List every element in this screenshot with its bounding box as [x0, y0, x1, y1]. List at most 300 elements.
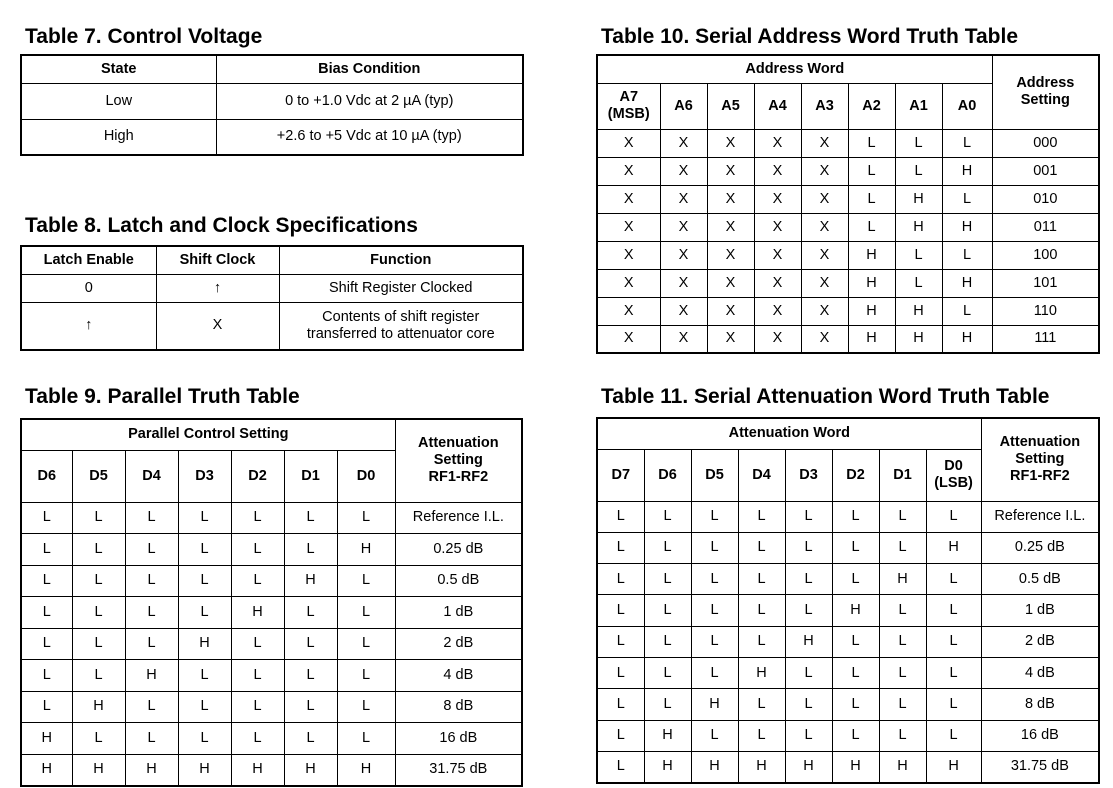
table-cell: H — [72, 691, 125, 723]
table-cell: 31.75 dB — [981, 751, 1099, 782]
table-cell: L — [832, 657, 879, 688]
table-cell: L — [785, 501, 832, 532]
table-cell: 111 — [992, 325, 1099, 353]
table-cell: L — [832, 532, 879, 563]
table-cell: X — [597, 269, 660, 297]
table-cell: X — [754, 325, 801, 353]
table8-col-header: Shift Clock — [156, 246, 279, 274]
table-row — [597, 626, 1099, 657]
table-cell: H — [21, 723, 72, 755]
table-cell: H — [895, 213, 942, 241]
table-cell: L — [337, 691, 395, 723]
table-cell: L — [738, 689, 785, 720]
table10-group-row — [597, 55, 1099, 83]
table11-col-header: D6 — [644, 449, 691, 501]
table-cell: L — [926, 564, 981, 595]
table11-title: Table 11. Serial Attenuation Word Truth Table — [601, 385, 1050, 408]
table-cell: L — [785, 689, 832, 720]
table-row — [597, 297, 1099, 325]
table-row — [21, 660, 522, 692]
table-cell: X — [754, 185, 801, 213]
table-cell: X — [597, 297, 660, 325]
table-cell: X — [801, 241, 848, 269]
table-cell: X — [597, 185, 660, 213]
table-cell: L — [125, 723, 178, 755]
table-cell: X — [660, 325, 707, 353]
table-cell: L — [178, 534, 231, 566]
table-cell: L — [597, 595, 644, 626]
table-row — [597, 532, 1099, 563]
table-cell: X — [660, 129, 707, 157]
table-cell: X — [707, 213, 754, 241]
table-cell: H — [879, 751, 926, 782]
table-cell: L — [942, 241, 992, 269]
table-cell: L — [738, 564, 785, 595]
table-cell: H — [895, 185, 942, 213]
table-cell: L — [895, 129, 942, 157]
table-cell: 000 — [992, 129, 1099, 157]
table-cell: L — [597, 501, 644, 532]
table10 — [596, 54, 1100, 354]
table-cell: L — [832, 564, 879, 595]
table9-group-header: Parallel Control Setting — [21, 419, 395, 450]
table-cell: L — [738, 532, 785, 563]
table-row — [21, 565, 522, 597]
table-cell: L — [21, 691, 72, 723]
table-cell: Shift Register Clocked — [279, 274, 523, 302]
table11-col-header: D4 — [738, 449, 785, 501]
table-cell: +2.6 to +5 Vdc at 10 µA (typ) — [216, 119, 523, 155]
table-cell: L — [848, 185, 895, 213]
table8-col-header: Latch Enable — [21, 246, 156, 274]
table-cell: L — [895, 241, 942, 269]
table-cell: L — [785, 595, 832, 626]
table-cell: Reference I.L. — [981, 501, 1099, 532]
table-cell: 0.25 dB — [981, 532, 1099, 563]
table11-col-header: D2 — [832, 449, 879, 501]
table-cell: L — [879, 501, 926, 532]
table-cell: 4 dB — [981, 657, 1099, 688]
table-cell: L — [178, 691, 231, 723]
table-row — [21, 302, 523, 350]
table-cell: L — [691, 720, 738, 751]
table-cell: X — [754, 269, 801, 297]
table-cell: L — [942, 185, 992, 213]
table-row — [597, 720, 1099, 751]
table-cell: L — [926, 501, 981, 532]
table-cell: 001 — [992, 157, 1099, 185]
table-cell: X — [707, 185, 754, 213]
table-cell: L — [832, 501, 879, 532]
table-cell: L — [231, 534, 284, 566]
table-cell: L — [644, 595, 691, 626]
table10-result-header: Address Setting — [992, 55, 1099, 129]
table-cell: L — [21, 660, 72, 692]
table-cell: L — [926, 720, 981, 751]
table-cell: L — [738, 626, 785, 657]
table-cell: H — [284, 565, 337, 597]
table-cell: H — [178, 628, 231, 660]
table-cell: H — [942, 213, 992, 241]
table-cell: L — [125, 628, 178, 660]
table-cell: L — [879, 720, 926, 751]
table9 — [20, 418, 523, 787]
table-row — [21, 723, 522, 755]
table-cell: H — [848, 269, 895, 297]
table-row — [597, 501, 1099, 532]
table8-header-row — [21, 246, 523, 274]
table-cell: L — [879, 595, 926, 626]
table-cell: X — [707, 325, 754, 353]
table-cell: L — [337, 565, 395, 597]
table11-col-header: D5 — [691, 449, 738, 501]
table10-col-header: A4 — [754, 83, 801, 129]
table7-title: Table 7. Control Voltage — [25, 25, 263, 48]
table-cell: L — [21, 628, 72, 660]
table-cell: ↑ — [21, 302, 156, 350]
table-cell: L — [125, 691, 178, 723]
table-cell: H — [644, 720, 691, 751]
table-cell: L — [231, 660, 284, 692]
table9-col-header: D1 — [284, 450, 337, 502]
table-cell: H — [178, 754, 231, 786]
table-row — [21, 691, 522, 723]
table-cell: L — [691, 564, 738, 595]
table-cell: X — [707, 269, 754, 297]
table-cell: 010 — [992, 185, 1099, 213]
table-cell: Low — [21, 83, 216, 119]
table-cell: X — [707, 241, 754, 269]
table-cell: H — [895, 325, 942, 353]
table-cell: L — [785, 657, 832, 688]
table-cell: L — [284, 502, 337, 534]
table10-col-header: A0 — [942, 83, 992, 129]
table-cell: L — [691, 501, 738, 532]
table-cell: 2 dB — [395, 628, 522, 660]
table11 — [596, 417, 1100, 784]
table-cell: X — [707, 297, 754, 325]
table-cell: X — [801, 213, 848, 241]
table-cell: L — [21, 597, 72, 629]
table-cell: L — [879, 532, 926, 563]
table-cell: X — [597, 213, 660, 241]
table-row — [21, 83, 523, 119]
table10-col-header: A7 (MSB) — [597, 83, 660, 129]
table-cell: L — [597, 564, 644, 595]
table-cell: H — [942, 157, 992, 185]
table-cell: L — [691, 532, 738, 563]
table-cell: X — [660, 157, 707, 185]
table-cell: High — [21, 119, 216, 155]
table-cell: L — [21, 534, 72, 566]
table8-col-header: Function — [279, 246, 523, 274]
table10-col-header: A2 — [848, 83, 895, 129]
table-cell: L — [785, 720, 832, 751]
table-cell: X — [754, 213, 801, 241]
table-cell: 8 dB — [395, 691, 522, 723]
table-cell: L — [72, 565, 125, 597]
table-cell: X — [597, 157, 660, 185]
table-row — [21, 597, 522, 629]
table-cell: H — [738, 657, 785, 688]
table-cell: L — [785, 564, 832, 595]
table-cell: X — [597, 325, 660, 353]
table-cell: 1 dB — [981, 595, 1099, 626]
table7-col-header: State — [21, 55, 216, 83]
table-cell: L — [597, 751, 644, 782]
table-cell: Contents of shift register transferred to attenuator core — [279, 302, 523, 350]
table-row — [597, 269, 1099, 297]
table-cell: H — [125, 754, 178, 786]
table-cell: L — [832, 689, 879, 720]
table-cell: L — [178, 660, 231, 692]
table-cell: L — [926, 595, 981, 626]
table-cell: H — [942, 269, 992, 297]
table-cell: L — [644, 626, 691, 657]
table9-col-header: D0 — [337, 450, 395, 502]
table-cell: L — [284, 628, 337, 660]
table-cell: L — [597, 626, 644, 657]
table-cell: H — [21, 754, 72, 786]
table9-col-header: D6 — [21, 450, 72, 502]
table-cell: L — [21, 565, 72, 597]
table-cell: L — [337, 597, 395, 629]
table-cell: H — [895, 297, 942, 325]
table-cell: X — [660, 213, 707, 241]
table-row — [597, 213, 1099, 241]
table7 — [20, 54, 524, 156]
table-cell: L — [72, 660, 125, 692]
table-cell: 0.25 dB — [395, 534, 522, 566]
table-cell: H — [231, 754, 284, 786]
table-cell: L — [832, 626, 879, 657]
table9-group-row — [21, 419, 522, 450]
table-cell: L — [832, 720, 879, 751]
table-cell: H — [942, 325, 992, 353]
table-cell: L — [72, 628, 125, 660]
table-cell: 100 — [992, 241, 1099, 269]
table-cell: H — [926, 751, 981, 782]
table11-group-row — [597, 418, 1099, 449]
table10-col-header: A3 — [801, 83, 848, 129]
table10-title: Table 10. Serial Address Word Truth Table — [601, 25, 1018, 48]
table-row — [597, 185, 1099, 213]
table-cell: X — [801, 185, 848, 213]
table8 — [20, 245, 524, 351]
table-cell: L — [785, 532, 832, 563]
table-cell: 4 dB — [395, 660, 522, 692]
table-cell: H — [337, 754, 395, 786]
table-cell: L — [644, 532, 691, 563]
table-cell: L — [178, 565, 231, 597]
table-cell: 011 — [992, 213, 1099, 241]
table-cell: L — [738, 720, 785, 751]
table-cell: L — [926, 657, 981, 688]
table-cell: L — [848, 157, 895, 185]
table-cell: L — [848, 129, 895, 157]
table-cell: X — [801, 325, 848, 353]
table-cell: X — [754, 157, 801, 185]
table-cell: 31.75 dB — [395, 754, 522, 786]
table-row — [597, 129, 1099, 157]
table-cell: X — [660, 269, 707, 297]
table11-col-header: D1 — [879, 449, 926, 501]
table-cell: L — [597, 532, 644, 563]
table-cell: H — [785, 751, 832, 782]
table-cell: L — [72, 723, 125, 755]
table-cell: H — [691, 689, 738, 720]
table-cell: 16 dB — [981, 720, 1099, 751]
table-cell: H — [644, 751, 691, 782]
table-cell: L — [337, 723, 395, 755]
table-cell: L — [879, 657, 926, 688]
table-cell: L — [926, 689, 981, 720]
table-row — [597, 241, 1099, 269]
table-cell: L — [231, 628, 284, 660]
table-cell: L — [691, 595, 738, 626]
table-cell: L — [72, 502, 125, 534]
table-cell: H — [926, 532, 981, 563]
table-cell: X — [156, 302, 279, 350]
table-cell: L — [284, 660, 337, 692]
table-cell: X — [707, 157, 754, 185]
table11-col-header: D0 (LSB) — [926, 449, 981, 501]
table9-title: Table 9. Parallel Truth Table — [25, 385, 300, 408]
table-cell: H — [72, 754, 125, 786]
table-row — [21, 534, 522, 566]
table-cell: L — [337, 660, 395, 692]
table-cell: L — [644, 564, 691, 595]
table11-group-header: Attenuation Word — [597, 418, 981, 449]
table-cell: L — [125, 565, 178, 597]
table-cell: X — [801, 297, 848, 325]
table-cell: L — [125, 502, 178, 534]
table9-result-header: Attenuation Setting RF1-RF2 — [395, 419, 522, 502]
table-cell: L — [231, 691, 284, 723]
table-cell: L — [231, 565, 284, 597]
table-cell: Reference I.L. — [395, 502, 522, 534]
table-cell: L — [597, 657, 644, 688]
table-cell: L — [231, 502, 284, 534]
table-row — [21, 628, 522, 660]
table-cell: H — [337, 534, 395, 566]
table-cell: H — [231, 597, 284, 629]
table9-col-header: D3 — [178, 450, 231, 502]
table-cell: H — [738, 751, 785, 782]
table-row — [21, 274, 523, 302]
table9-col-header: D2 — [231, 450, 284, 502]
table-cell: L — [597, 720, 644, 751]
table10-col-header: A1 — [895, 83, 942, 129]
table-cell: L — [284, 723, 337, 755]
table-cell: L — [879, 689, 926, 720]
table-cell: 0 to +1.0 Vdc at 2 µA (typ) — [216, 83, 523, 119]
table-cell: L — [72, 534, 125, 566]
table-cell: L — [926, 626, 981, 657]
table-cell: L — [738, 501, 785, 532]
table-cell: H — [848, 325, 895, 353]
table-cell: L — [848, 213, 895, 241]
table-cell: X — [754, 297, 801, 325]
table-cell: 8 dB — [981, 689, 1099, 720]
table-cell: 101 — [992, 269, 1099, 297]
table10-col-header: A6 — [660, 83, 707, 129]
table9-col-header: D5 — [72, 450, 125, 502]
table-row — [597, 657, 1099, 688]
table10-col-header: A5 — [707, 83, 754, 129]
table-cell: L — [125, 597, 178, 629]
table-cell: X — [754, 129, 801, 157]
table-cell: X — [597, 129, 660, 157]
table-cell: L — [125, 534, 178, 566]
table-cell: L — [942, 129, 992, 157]
table10-group-header: Address Word — [597, 55, 992, 83]
table-row — [597, 595, 1099, 626]
table-cell: 2 dB — [981, 626, 1099, 657]
table-row — [597, 157, 1099, 185]
table-cell: L — [895, 157, 942, 185]
table-cell: H — [691, 751, 738, 782]
table11-col-header: D3 — [785, 449, 832, 501]
table-cell: L — [284, 597, 337, 629]
table-cell: H — [832, 751, 879, 782]
table-cell: H — [848, 241, 895, 269]
table-row — [21, 502, 522, 534]
table-cell: ↑ — [156, 274, 279, 302]
table-cell: X — [801, 269, 848, 297]
table-cell: X — [707, 129, 754, 157]
table-cell: L — [691, 657, 738, 688]
table-cell: H — [284, 754, 337, 786]
table-cell: L — [691, 626, 738, 657]
table11-result-header: Attenuation Setting RF1-RF2 — [981, 418, 1099, 501]
table-cell: L — [738, 595, 785, 626]
table-cell: X — [597, 241, 660, 269]
table-cell: H — [125, 660, 178, 692]
table-cell: L — [178, 502, 231, 534]
table-cell: L — [284, 534, 337, 566]
table-cell: H — [785, 626, 832, 657]
table-cell: L — [942, 297, 992, 325]
table-cell: 16 dB — [395, 723, 522, 755]
table-cell: 0.5 dB — [981, 564, 1099, 595]
table-cell: L — [879, 626, 926, 657]
table-cell: L — [178, 723, 231, 755]
table-row — [597, 751, 1099, 782]
table-cell: X — [801, 157, 848, 185]
table-row — [597, 325, 1099, 353]
table-cell: L — [644, 689, 691, 720]
table-cell: 0 — [21, 274, 156, 302]
table-cell: X — [801, 129, 848, 157]
table-cell: H — [848, 297, 895, 325]
table8-title: Table 8. Latch and Clock Specifications — [25, 214, 418, 237]
table-cell: L — [337, 628, 395, 660]
table-row — [597, 689, 1099, 720]
table-cell: L — [644, 657, 691, 688]
table-cell: L — [72, 597, 125, 629]
table7-header-row — [21, 55, 523, 83]
table-cell: H — [832, 595, 879, 626]
table-cell: L — [644, 501, 691, 532]
table-cell: L — [231, 723, 284, 755]
table9-col-header: D4 — [125, 450, 178, 502]
table-row — [21, 119, 523, 155]
table-cell: X — [754, 241, 801, 269]
table-row — [21, 754, 522, 786]
table-cell: X — [660, 297, 707, 325]
table-cell: 0.5 dB — [395, 565, 522, 597]
